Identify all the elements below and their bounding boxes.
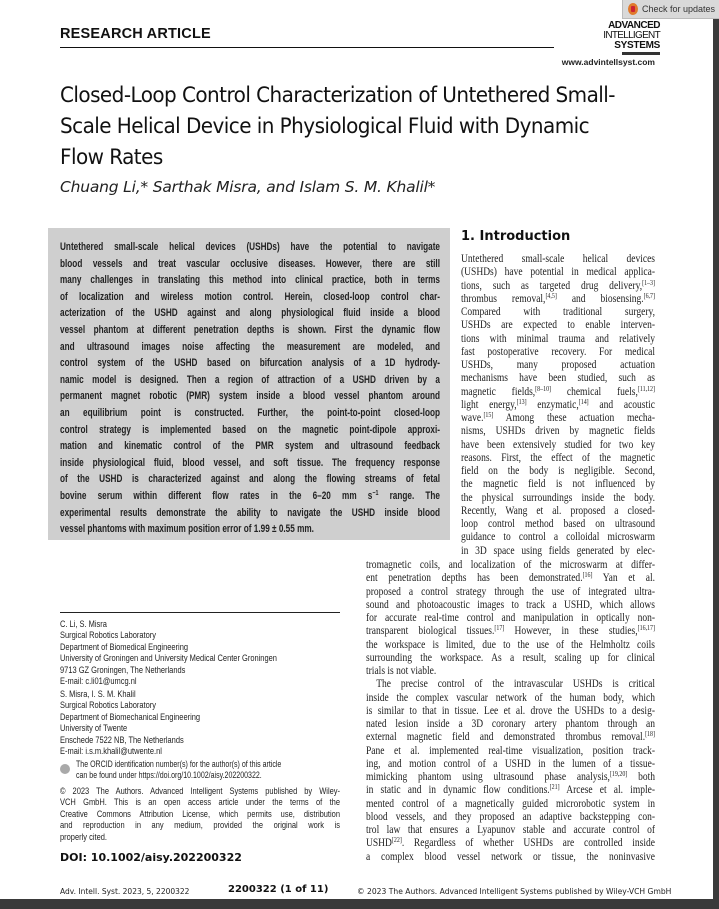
text-line: inside physiological fluid, blood vessel, and soft tissue. The frequency response	[60, 456, 440, 469]
text-line: for accurate real-time control and manipulation in optically non-	[366, 612, 655, 624]
text-line: E-mail: i.s.m.khalil@utwente.nl	[60, 746, 162, 757]
text-line: tions, such as targeted drug delivery,[1–3]	[461, 278, 655, 292]
text-line: properly cited.	[60, 831, 107, 842]
text-line: transparent biological tissues.[17] However, in these studies,[16,17]	[366, 624, 655, 638]
text-line: trol law that ensures a Lyapunov stable and accurate control of	[366, 824, 655, 836]
text-line: sound and photoacoustic images to track a USHD, which allows	[366, 598, 655, 611]
text-line: nisms, USHDs driven by magnetic fields	[461, 425, 655, 438]
text-line: light energy,[13] enzymatic,[14] and acoustic	[461, 397, 655, 411]
text-line: reasons. First, the effect of the magnetic	[461, 451, 655, 464]
text-line: Pane et al. implemented real-time visualization, position track-	[366, 744, 655, 757]
text-line: loop control method based on ultrasound	[461, 518, 655, 530]
text-line: proposed a control strategy through the use of integrated ultra-	[366, 585, 655, 598]
orcid-note	[76, 759, 340, 782]
text-line: USHDs, many proposed actuation	[461, 359, 655, 371]
text-line: USHDs are expected to enable interven-	[461, 319, 655, 332]
text-line: namic model is designed. Then a region of attraction of a USHD driven by a	[60, 373, 440, 386]
text-line: an equilibrium point is constructed. Further, the point-to-point closed-loop	[60, 406, 440, 419]
text-line: mimicking phantom using ultrasound phase analysis,[19,20] both	[366, 770, 655, 783]
text-line: The precise control of the intravascular USHDs is critical	[376, 678, 655, 691]
abstract-text	[60, 239, 440, 538]
text-line: VCH GmbH. This is an open access article under the terms of the	[60, 797, 340, 808]
text-line: a complex blood vessel network or tissue, the noninvasive	[366, 850, 655, 863]
text-line: blood vessels, and they proposed an adaptive backstepping con-	[366, 810, 655, 823]
text-line: Creative Commons Attribution License, which permits use, distribution	[60, 808, 340, 819]
text-line: and ultrasound images noise affecting the measurement are modeled, and	[60, 340, 440, 353]
text-line: tromagnetic coils, and localization of the microswarm at differ-	[366, 559, 655, 571]
text-line: mechanisms have been studied, such as	[461, 372, 655, 385]
text-line: vessel phantoms with maximum position error of 1.99 ± 0.55 mm.	[60, 523, 314, 536]
logo-line: INTELLIGENT	[603, 30, 660, 41]
introduction-column-text	[461, 253, 655, 558]
text-line: guidance to control a colloidal microswarm	[461, 531, 655, 544]
text-line: wave.[15] Among these actuation mecha-	[461, 411, 655, 424]
text-line: C. Li, S. Misra	[60, 619, 107, 629]
author-list: Chuang Li,* Sarthak Misra, and Islam S. M. Khalil*	[60, 178, 436, 196]
text-line: Untethered small-scale helical devices	[461, 253, 655, 265]
footer-copyright: © 2023 The Authors. Advanced Intelligent Systems published by Wiley-VCH GmbH	[357, 887, 672, 896]
text-line: nated lesion inside a 3D coronary artery phantom through an	[366, 718, 655, 730]
text-line: of the USHD is characterized against and along the flowing streams of fetal	[60, 473, 440, 486]
section-heading: 1. Introduction	[461, 229, 571, 244]
text-line: University of Twente	[60, 723, 128, 734]
text-line: permanent magnet robotic (PMR) system inside a blood vessel phantom around	[60, 390, 440, 403]
text-line: in 3D space using fields generated by elec-	[461, 544, 655, 557]
text-line: vessel phantom at different penetration depths is shown. First the dynamic flow	[60, 323, 440, 336]
text-line: bovine serum within different flow rates in the 6–20 mm $s^{-1}$ range. The	[60, 489, 440, 502]
affiliation-block	[60, 689, 340, 757]
text-line: of localization and wireless motion control. Herein, closed-loop control char-	[60, 290, 440, 303]
text-line: (USHDs) have potential in medical applica-	[461, 266, 655, 279]
logo-line: ADVANCED	[608, 20, 660, 31]
text-line: © 2023 The Authors. Advanced Intelligent Systems published by Wiley-	[60, 786, 340, 796]
text-line: in static and in dynamic flow conditions.[21] Arcese et al. imple-	[366, 783, 655, 797]
text-line: The ORCID identification number(s) for the author(s) of this article	[76, 759, 282, 769]
text-line: and reproduction in any medium, provided the original work is	[60, 820, 340, 831]
text-line: Department of Biomechanical Engineering	[60, 711, 201, 722]
text-line: 9713 GZ Groningen, The Netherlands	[60, 664, 186, 675]
logo-bar	[622, 52, 660, 55]
text-line: surrounding the workspace. As a result, scaling up for clinical	[366, 651, 655, 664]
text-line: have been extensively studied for two key	[461, 438, 655, 451]
text-line: Recently, Wang et al. proposed a closed-	[461, 504, 655, 517]
text-line: Enschede 7522 NB, The Netherlands	[60, 734, 184, 745]
text-line: Surgical Robotics Laboratory	[60, 630, 157, 641]
text-line: E-mail: c.li01@umcg.nl	[60, 676, 137, 687]
license-text	[60, 786, 340, 843]
text-line: ing, and motion control of a USHD in the lumen of a tissue-	[366, 757, 655, 770]
check-updates-label: Check for updates	[642, 4, 716, 14]
text-line: blood vessels and treat vascular occlusive diseases. However, there are still	[60, 257, 440, 270]
check-updates-icon	[628, 3, 638, 15]
text-line: external magnetic field and demonstrated thrombus removal.[18]	[366, 730, 655, 744]
text-line: the magnetic field is not influenced by	[461, 478, 655, 491]
journal-logo	[596, 21, 660, 55]
text-line: the workspace is limited, due to the use of the Helmholtz coils	[366, 638, 655, 651]
text-line: fast postoperative recovery. For medical	[461, 345, 655, 358]
affiliation-block	[60, 619, 340, 687]
text-line: acterization of the USHD against and along physiological fluid inside a blood	[60, 307, 440, 320]
text-line: mented control of a magnetically guided microrobotic system in	[366, 797, 655, 810]
footer-page-number: 2200322 (1 of 11)	[228, 884, 329, 895]
text-line: magnetic fields,[8–10] chemical fuels,[11,12]	[461, 384, 655, 398]
introduction-wide-text	[366, 559, 655, 864]
section-label: RESEARCH ARTICLE	[60, 26, 211, 42]
text-line: field on the body is negligible. Second,	[461, 465, 655, 477]
orcid-icon	[60, 764, 70, 774]
text-line: University of Groningen and University Medical Center Groningen	[60, 653, 277, 664]
journal-url[interactable]: www.advintellsyst.com	[561, 57, 655, 67]
text-line: many challenges in translating this method into clinical practice, both in terms	[60, 274, 440, 287]
check-for-updates-button[interactable]	[622, 0, 719, 19]
text-line: tions with minimal trauma and relatively	[461, 332, 655, 345]
logo-line: SYSTEMS	[614, 40, 660, 51]
article-title: Closed-Loop Control Characterization of Untethered Small-Scale Helical Device in Physiological Fluid with Dynamic Flow Rates	[60, 83, 615, 170]
text-line: mation and kinematic control of the PMR system and ultrasound feedback	[60, 440, 440, 453]
text-line: Department of Biomedical Engineering	[60, 641, 189, 652]
text-line: the physical surroundings inside the body.	[461, 491, 655, 504]
text-line: control strategy is implemented based on the magnetic point-dipole approxi-	[60, 423, 440, 436]
footer-citation: Adv. Intell. Syst. 2023, 5, 2200322	[60, 887, 190, 896]
text-line: trials is not viable.	[366, 665, 437, 677]
text-line: Compared with traditional surgery,	[461, 306, 655, 318]
header-divider	[60, 47, 554, 48]
text-line: experimental results demonstrate the ability to navigate the USHD inside blood	[60, 506, 440, 519]
text-line: Surgical Robotics Laboratory	[60, 700, 157, 711]
text-line: USHD[22]. Regardless of whether USHDs are controlled inside	[366, 836, 655, 850]
text-line: ent penetration depths has been demonstrated.[16] Yan et al.	[366, 571, 655, 585]
affiliation-divider	[60, 612, 340, 613]
text-line: Untethered small-scale helical devices (USHDs) have the potential to navigate	[60, 241, 440, 253]
text-line: S. Misra, I. S. M. Khalil	[60, 689, 136, 699]
text-line: inside the complex vascular network of the human body, which	[366, 691, 655, 704]
doi[interactable]: DOI: 10.1002/aisy.202200322	[60, 851, 242, 864]
text-line: can be found under https://doi.org/10.1002/aisy.202200322.	[76, 770, 262, 781]
text-line: thrombus removal,[4,5] and biosensing.[6,7]	[461, 291, 655, 305]
text-line: is similar to that in tissue. Lee et al. drove the USHDs to a desig-	[366, 704, 655, 717]
text-line: control system of the USHD based on bifurcation analysis of a 1D hydrody-	[60, 357, 440, 370]
